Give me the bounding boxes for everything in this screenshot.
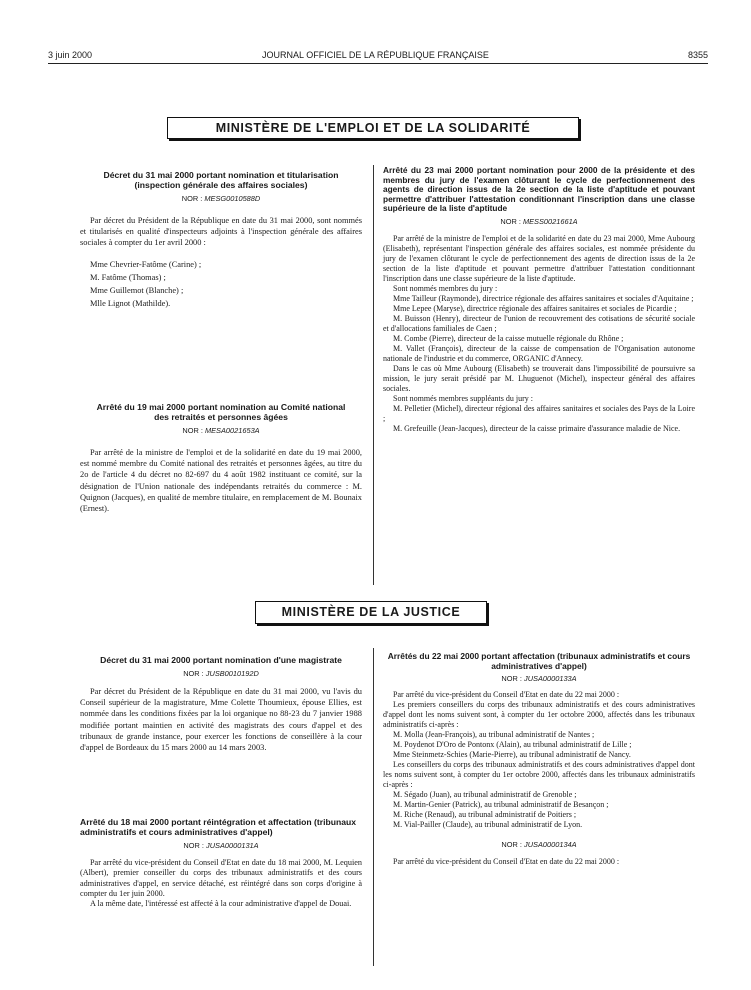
article-paragraph: M. Combe (Pierre), directeur de la caisse mutuelle régionale du Rhône ; (393, 333, 624, 343)
article-arrete-jury (383, 166, 695, 434)
article-paragraph: M. Riche (Renaud), au tribunal administratif de Poitiers ; (393, 810, 577, 819)
article-paragraph: M. Poydenot D'Oro de Pontonx (Alain), au tribunal administratif de Lille ; (393, 740, 632, 749)
article-paragraph: M. Buisson (Henry), directeur de l'union de recouvrement des cotisations de sécurité sociale et d'allocations familiales de Caen ; (383, 313, 695, 333)
list-item: Mme Guillemot (Blanche) ; (90, 286, 184, 296)
list-item: Mlle Lignot (Mathilde). (90, 299, 171, 309)
article-title: Arrêté du 18 mai 2000 portant réintégration et affectation (tribunaux administratifs et cours administratives d'appel) (80, 817, 357, 837)
article-title: Décret du 31 mai 2000 portant nomination d'une magistrate (100, 655, 342, 665)
header-rule (48, 63, 708, 64)
article-arretes-affectation (383, 652, 695, 867)
article-paragraph: M. Grefeuille (Jean-Jacques), directeur de la caisse primaire d'assurance maladie de Nice. (393, 423, 681, 433)
journal-title: JOURNAL OFFICIEL DE LA RÉPUBLIQUE FRANÇAISE (262, 50, 489, 60)
article-decret-igas (80, 170, 362, 309)
article-title: Arrêté du 23 mai 2000 portant nomination pour 2000 de la présidente et des membres du jury de l'examen clôturant le cycle de perfectionnement des agents de direction issus de la 2e section de la liste d'aptitude et pouvant permettre d'attribuer l'attestation conditionnant l'inscription dans une classe supérieure de la liste d'aptitude (383, 165, 695, 213)
article-paragraph: Mme Steinmetz-Schies (Marie-Pierre), au tribunal administratif de Nancy. (393, 750, 631, 759)
article-paragraph: Par arrêté du vice-président du Conseil d'Etat en date du 18 mai 2000, M. Lequien (Albert), premier conseiller du corps des tribunaux administratifs et des cours administratives d'appel, en service détaché, est réintégré dans son corps d'origine à compter du 1er juin 2000. (80, 858, 362, 898)
column-divider (373, 648, 374, 966)
article-paragraph: Dans le cas où Mme Aubourg (Elisabeth) se trouverait dans l'impossibilité de poursuivre sa mission, le jury serait présidé par M. Lhuguenot (Michel), inspecteur général des affaires sociales. (383, 363, 695, 393)
article-paragraph: Les premiers conseillers du corps des tribunaux administratifs et des cours administratives d'appel dont les noms suivent sont, à compter du 1er octobre 2000, affectés dans les tribunaux administratifs ci-après : (383, 700, 695, 729)
page-number: 8355 (687, 50, 708, 60)
article-arrete-reintegration (80, 817, 362, 909)
ministry-justice-heading: MINISTÈRE DE LA JUSTICE (255, 601, 487, 624)
article-paragraph: M. Vallet (François), directeur de la caisse de compensation de l'Organisation autonome nationale de l'industrie et du commerce, ORGANIC d'Annecy. (383, 343, 695, 363)
article-paragraph: Par arrêté du vice-président du Conseil d'Etat en date du 22 mai 2000 : (393, 857, 620, 866)
article-paragraph: A la même date, l'intéressé est affecté à la cour administrative d'appel de Douai. (90, 899, 352, 909)
article-paragraph: Les conseillers du corps des tribunaux administratifs et des cours administratives d'appel dont les noms suivent sont, à compter du 1er octobre 2000, affectés dans les tribunaux administratifs ci-après : (383, 760, 695, 789)
article-paragraph: Sont nommés membres suppléants du jury : (393, 393, 533, 403)
page-date: 3 juin 2000 (48, 50, 93, 60)
article-paragraph: M. Martin-Genier (Patrick), au tribunal administratif de Besançon ; (393, 800, 609, 809)
ministry-emploi-heading: MINISTÈRE DE L'EMPLOI ET DE LA SOLIDARITÉ (167, 117, 579, 139)
nor-line: NOR : JUSA0000134A (501, 840, 577, 849)
article-paragraph: M. Vial-Pailler (Claude), au tribunal administratif de Lyon. (393, 820, 583, 829)
nor-line: NOR : JUSA0000131A (183, 841, 259, 850)
article-arrete-comite (80, 402, 362, 514)
article-title: Arrêtés du 22 mai 2000 portant affectation (tribunaux administratifs et cours administratives d'appel) (387, 651, 691, 671)
column-divider (373, 165, 374, 585)
list-item: M. Fatôme (Thomas) ; (90, 272, 166, 282)
nor-line: NOR : MESG0010588D (181, 194, 261, 203)
article-decret-magistrate (80, 655, 362, 753)
article-paragraph: M. Pelletier (Michel), directeur régional des affaires sanitaires et sociales des Pays de la Loire ; (383, 403, 695, 423)
nor-line: NOR : JUSB0010192D (183, 669, 259, 678)
article-body: Par décret du Président de la République en date du 31 mai 2000, vu l'avis du Conseil supérieur de la magistrature, Mme Colette Thoumieux, épouse Ellies, est nommée dans les conditions fixées par la loi organique no 88-23 du 7 janvier 1988 modifiée portant maintien en activité des magistrats des cours d'appel et des tribunaux de grande instance, pour exercer les fonctions de conseillère à la cour d'appel de Bordeaux du 15 mars 2000 au 14 mars 2003. (80, 687, 362, 753)
article-paragraph: Sont nommés membres du jury : (393, 283, 498, 293)
nor-line: NOR : MESS0021661A (500, 216, 578, 226)
article-paragraph: Par arrêté du vice-président du Conseil d'Etat en date du 22 mai 2000 : (393, 690, 620, 699)
article-paragraph: Par arrêté de la ministre de l'emploi et de la solidarité en date du 23 mai 2000, Mme Aubourg (Elisabeth), représentant l'inspection générale des affaires sociales, est nommée présidente du jury de l'examen clôturant le cycle de perfectionnement des agents de direction issus de la 2e section de la liste d'aptitude et pouvant permettre d'attribuer l'attestation conditionnant l'inscription dans une classe supérieure de la liste d'aptitude. (383, 233, 695, 283)
article-paragraph: Mme Lepee (Maryse), directrice régionale des affaires sanitaires et sociales de Picardie ; (393, 303, 677, 313)
nor-line: NOR : JUSA0000133A (501, 674, 577, 683)
article-paragraph: Mme Tailleur (Raymonde), directrice régionale des affaires sanitaires et sociales d'Aquitaine ; (393, 293, 694, 303)
article-paragraph: M. Molla (Jean-François), au tribunal administratif de Nantes ; (393, 730, 595, 739)
article-title: Décret du 31 mai 2000 portant nomination et titularisation (inspection générale des affaires sociales) (103, 170, 339, 190)
article-body: Par décret du Président de la République en date du 31 mai 2000, sont nommés et titularisés en qualité d'inspecteurs adjoints à l'inspection générale des affaires sociales à compter du 1er avril 2000 : (80, 216, 362, 248)
nor-line: NOR : MESA0021653A (182, 426, 260, 435)
article-title: Arrêté du 19 mai 2000 portant nomination au Comité national des retraités et personnes âgées (96, 402, 346, 422)
article-paragraph: M. Ségado (Juan), au tribunal administratif de Grenoble ; (393, 790, 577, 799)
article-body: Par arrêté de la ministre de l'emploi et de la solidarité en date du 19 mai 2000, est nommé membre du Comité national des retraités et personnes âgées, au titre du 2o de l'article 4 du décret no 82-697 du 4 août 1982 instituant ce comité, sur la désignation de l'Union nationale des indépendants retraités du commerce : M. Quignon (Jacques), en qualité de membre titulaire, en remplacement de M. Bounaix (Ernest). (80, 448, 362, 514)
list-item: Mme Chevrier-Fatôme (Carine) ; (90, 259, 202, 269)
